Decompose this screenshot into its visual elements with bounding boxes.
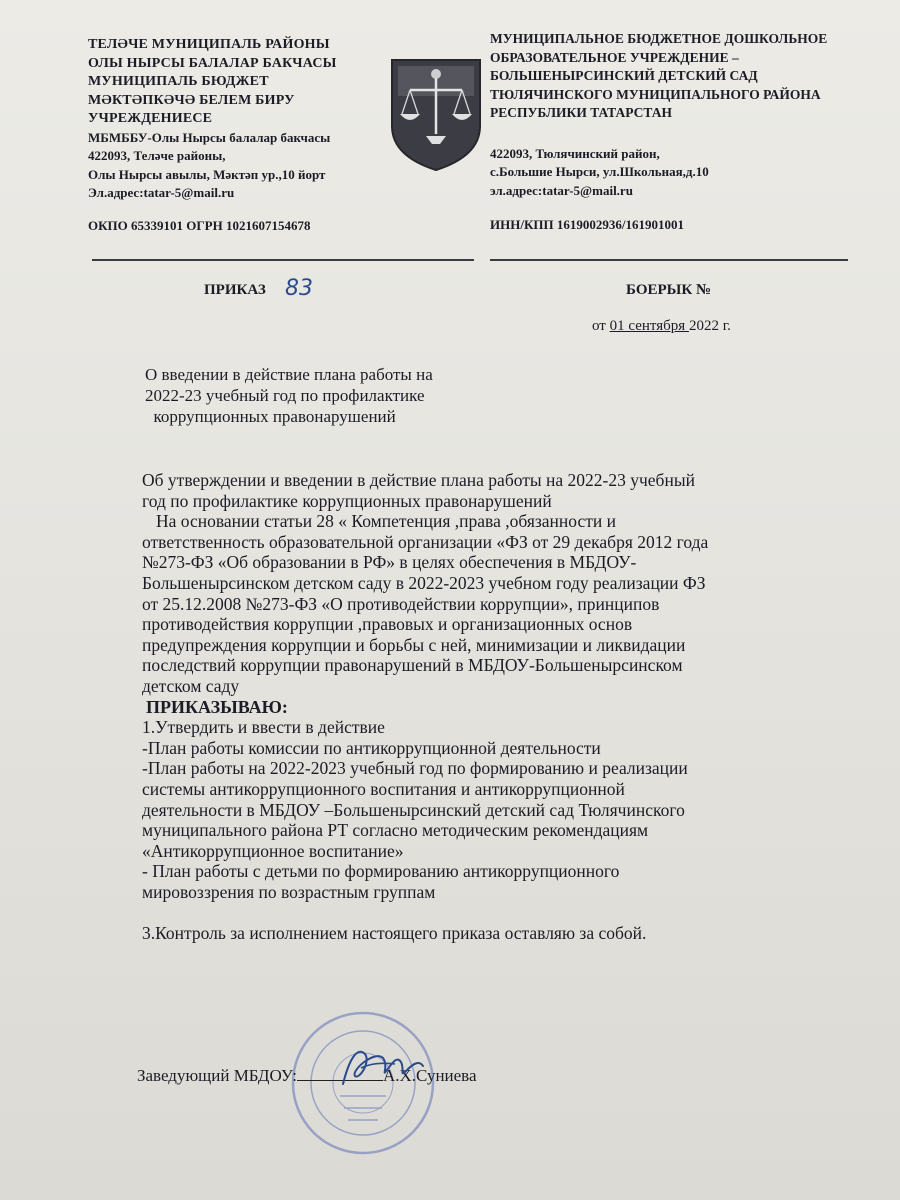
subject-line: 2022-23 учебный год по профилактике	[145, 386, 425, 405]
header-right-line: с.Большие Нырси, ул.Школьная,д.10	[490, 164, 709, 179]
order-item: - План работы с детьми по формированию антикоррупционного	[142, 861, 620, 882]
header-left-line: МӘКТӘПКӘЧӘ БЕЛЕМ БИРУ	[88, 92, 295, 108]
order-item: мировоззрения по возрастным группам	[142, 881, 436, 902]
header-right-line: ТЮЛЯЧИНСКОГО МУНИЦИПАЛЬНОГО РАЙОНА	[490, 86, 821, 102]
header-divider-left	[92, 259, 474, 261]
header-right-line: МУНИЦИПАЛЬНОЕ БЮДЖЕТНОЕ ДОШКОЛЬНОЕ	[490, 31, 828, 46]
order-item: муниципального района РТ согласно методическим рекомендациям	[142, 820, 649, 841]
header-divider-right	[490, 259, 848, 261]
body-line: противодействия коррупции ,правовых и организационных основ	[142, 614, 633, 635]
order-directive-heading: ПРИКАЗЫВАЮ:	[146, 696, 288, 717]
header-left-line: МБМББУ-Олы Нырсы балалар бакчасы	[88, 129, 331, 145]
signatory-position: Заведующий МБДОУ:	[137, 1066, 297, 1085]
order-body	[142, 470, 822, 944]
order-item: -План работы комиссии по антикоррупционной деятельности	[142, 737, 601, 758]
header-right-block	[490, 30, 860, 235]
body-line: последствий коррупции правонарушений в МБДОУ-Большенырсинском	[142, 655, 683, 676]
order-date	[592, 318, 731, 335]
body-line: Об утверждении и введении в действие плана работы на 2022-23 учебный	[142, 470, 695, 490]
body-line: год по профилактике коррупционных правонарушений	[142, 490, 552, 511]
header-right-line: эл.адрес:tatar-5@mail.ru	[490, 182, 633, 198]
header-right-line: БОЛЬШЕНЫРСИНСКИЙ ДЕТСКИЙ САД	[490, 68, 758, 83]
order-item: системы антикоррупционного воспитания и антикоррупционной	[142, 778, 625, 799]
header-left-line: 422093, Теләче районы,	[88, 148, 226, 163]
order-item: «Антикоррупционное воспитание»	[142, 840, 404, 861]
header-right-line: 422093, Тюлячинский район,	[490, 145, 660, 161]
body-line: На основании статьи 28 « Компетенция ,права ,обязанности и	[156, 511, 616, 532]
date-value: 01 сентября	[609, 318, 689, 334]
signatory-name: А.Х.Суниева	[382, 1066, 477, 1085]
body-line: ответственность образовательной организации «ФЗ от 29 декабря 2012 года	[142, 531, 709, 552]
order-number-handwritten: 83	[285, 276, 313, 301]
header-left-line: УЧРЕЖДЕНИЕСЕ	[88, 111, 213, 126]
order-item: деятельности в МБДОУ –Большенырсинский детский сад Тюлячинского	[142, 799, 685, 820]
header-left-line: Эл.адрес:tatar-5@mail.ru	[88, 185, 235, 200]
header-left-line: МУНИЦИПАЛЬ БЮДЖЕТ	[88, 74, 269, 89]
subject-line: О введении в действие плана работы на	[145, 365, 433, 384]
header-left-codes: ОКПО 65339101 ОГРН 1021607154678	[88, 217, 311, 233]
body-line: Большенырсинском детском саду в 2022-2023 учебном году реализации ФЗ	[142, 572, 706, 593]
order-label-ru: ПРИКАЗ	[204, 282, 266, 298]
body-line: предупреждения коррупции и борьбы с ней, минимизации и ликвидации	[142, 634, 686, 655]
coat-of-arms-scales-icon	[388, 56, 484, 174]
order-label-tt: БОЕРЫК №	[626, 282, 712, 298]
header-right-line: ОБРАЗОВАТЕЛЬНОЕ УЧРЕЖДЕНИЕ –	[490, 49, 739, 65]
header-left-line: ТЕЛӘЧЕ МУНИЦИПАЛЬ РАЙОНЫ	[88, 37, 330, 52]
order-subject	[145, 364, 505, 427]
header-left-line: ОЛЫ НЫРСЫ БАЛАЛАР БАКЧАСЫ	[88, 55, 337, 71]
handwritten-signature	[335, 1040, 427, 1092]
header-right-codes: ИНН/КПП 1619002936/161901001	[490, 217, 684, 232]
header-right-line: РЕСПУБЛИКИ ТАТАРСТАН	[490, 105, 672, 120]
body-line: от 25.12.2008 №273-ФЗ «О противодействии коррупции», принципов	[142, 593, 660, 614]
subject-line: коррупционных правонарушений	[145, 407, 396, 426]
order-item: -План работы на 2022-2023 учебный год по формированию и реализации	[142, 758, 688, 779]
body-line: №273-ФЗ «Об образовании в РФ» в целях обеспечения в МБДОУ-	[142, 552, 637, 573]
date-prefix: от	[592, 318, 610, 334]
body-line: детском саду	[142, 675, 240, 696]
date-suffix: 2022 г.	[688, 318, 731, 334]
order-control-clause: 3.Контроль за исполнением настоящего приказа оставляю за собой.	[142, 923, 647, 944]
order-item: 1.Утвердить и ввести в действие	[142, 717, 385, 738]
header-left-line: Олы Нырсы авылы, Мәктәп ур.,10 йорт	[88, 166, 326, 182]
